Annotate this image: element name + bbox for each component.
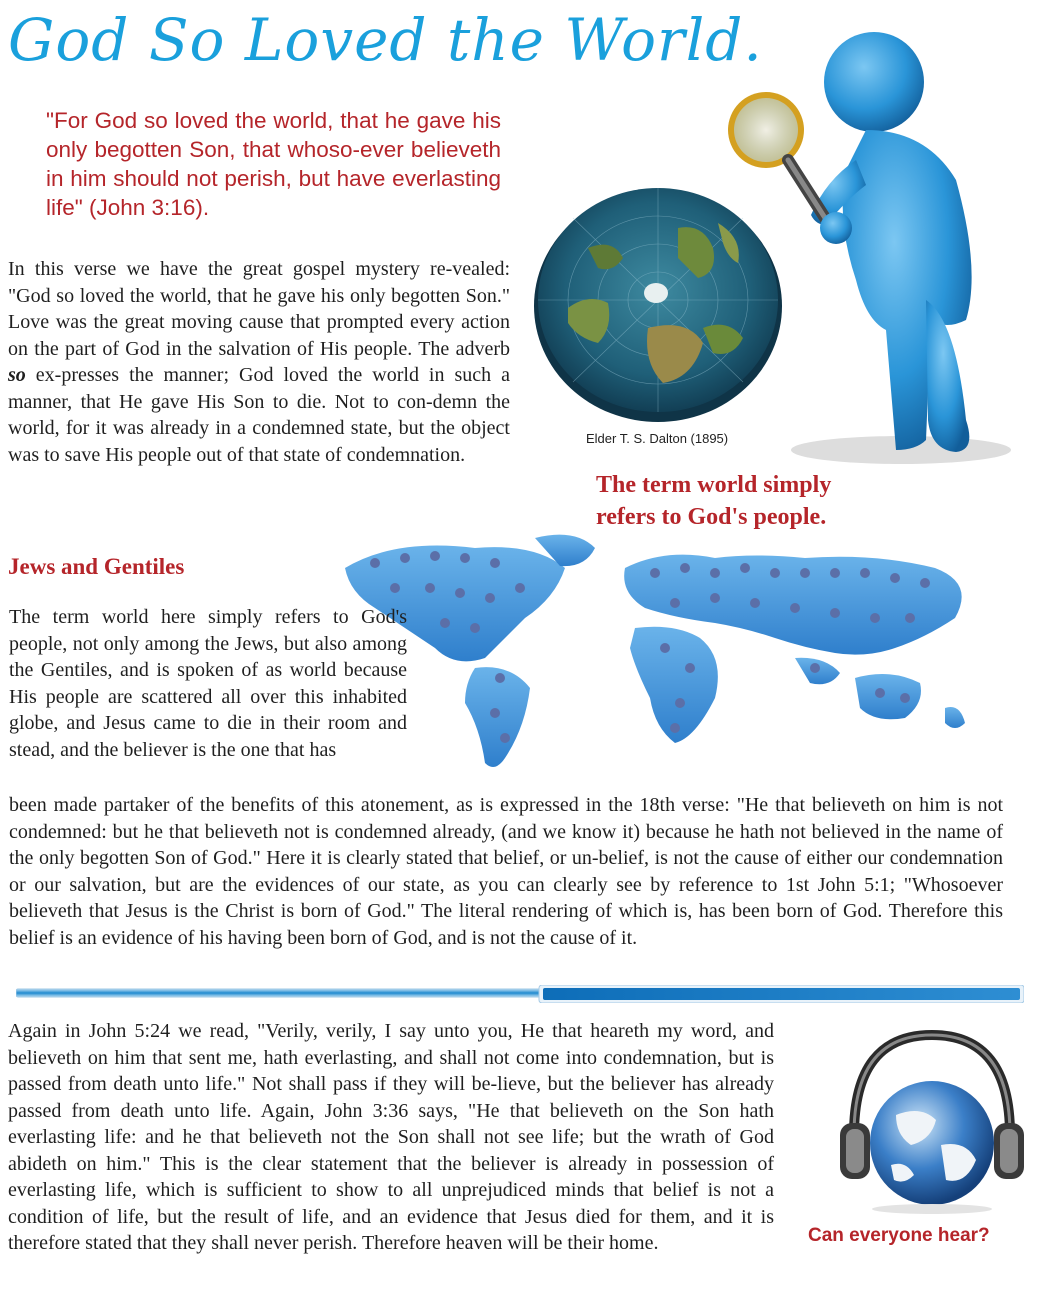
callout-text [596,469,831,533]
scripture-quote [46,106,501,222]
callout-line-2: refers to God's people. [596,504,827,530]
magnifying-glass-figure-illustration [716,20,1046,470]
intro-emphasis: so [8,364,26,386]
image-caption: Elder T. S. Dalton (1895) [586,431,729,446]
globe-headphones-illustration [826,1025,1038,1215]
section-paragraph-full: been made partaker of the benefits of this atonement, as is expressed in the 18th verse: "He that believeth on him is not condemned: but he that believeth not is condemned already, (and we know it) because he hath not believed in the name of the only begotten Son of God." Here it is clearly stated that belief, or un-belief, is not the cause of either our condemnation or our salvation, but are the evidences of our state, as you can clearly see by reference to 1st John 5:1; "Whosoever believeth that Jesus is the Christ is born of God." The literal rendering of which is, has been born of God. Therefore this belief is an evidence of his having been born of God, and is not the cause of it. [9,794,1003,949]
quote-reference: (John 3:16). [82,195,210,220]
intro-text-part2: ex-presses the manner; God loved the world in such a manner, that He gave His Son to die. Not to con-demn the world, for it was already in a condemned state, but the object was to save His people out of that state of condemnation. [8,364,510,466]
section-heading: Jews and Gentiles [8,554,185,579]
section-paragraph-left: The term world here simply refers to God's people, not only among the Jews, but also among the Gentiles, and is spoken of as world because His people are scattered all over this inhabited globe, and Jesus came to die in their room and stead, and the believer is the one that has [9,606,407,761]
intro-paragraph [8,256,510,468]
final-paragraph: Again in John 5:24 we read, "Verily, verily, I say unto you, He that heareth my word, and believeth on him that sent me, hath everlasting, and shall not come into condemnation, but is passed from death unto life." Not shall pass if they will be-lieve, but the believer has already passed from death unto life. Again, John 3:36 says, "He that believeth on the Son hath everlasting life: and he that believeth not the Son shall not see life; but the wrath of God abideth on him." This is the clear statement that the believer is already in possession of everlasting life, which is sufficient to show to all unprejudiced minds that belief is not a condition of life, but the result of life, and an evidence that Jesus died for them, and it is therefore stated that they shall never perish. Therefore heaven will be their home. [8,1020,774,1254]
page-title: God So Loved the World. [8,6,763,74]
section-divider [16,985,1024,1003]
headphones-caption: Can everyone hear? [808,1225,990,1246]
callout-line-1: The term world simply [596,472,832,498]
intro-text-part1: In this verse we have the great gospel mystery re-vealed: "God so loved the world, that he gave his only begotten Son." Love was the great moving cause that prompted every action on the part of God in the salvation of His people. The adverb [8,258,510,360]
world-map-people-illustration [335,528,1043,788]
quote-text: "For God so loved the world, that he gave his only begotten Son, that whoso-ever believeth in him should not perish, but have everlasting life" [46,108,501,220]
